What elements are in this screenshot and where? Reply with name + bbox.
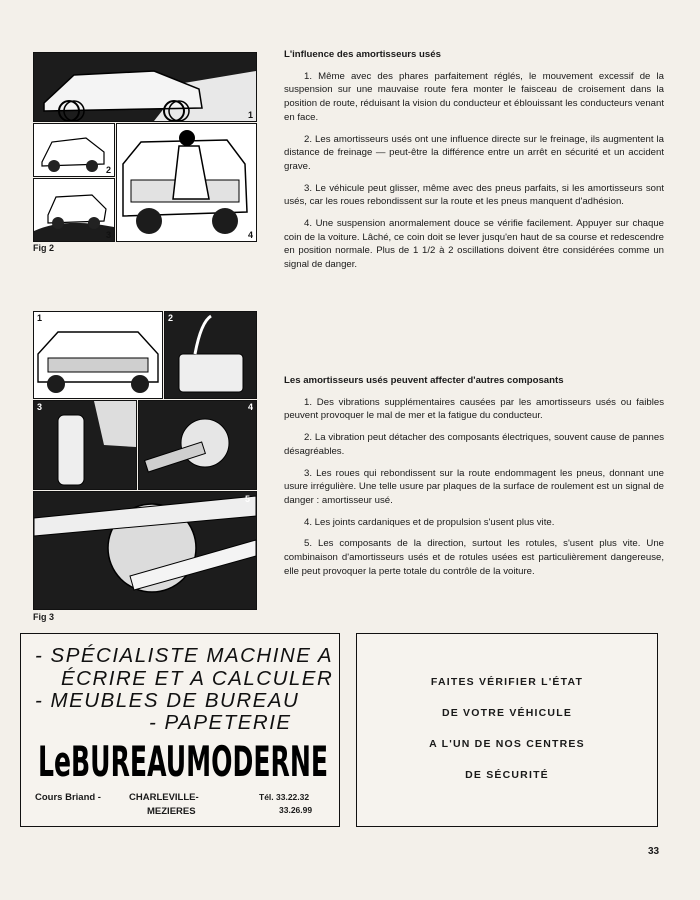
woman-pressing-car-illustration xyxy=(117,124,256,241)
paragraph: 2. Les amortisseurs usés ont une influence directe sur le freinage, ils augmentent la distance de freinage — peut-être la différence entre un arrêt en sécurité et un accident grave. xyxy=(284,133,664,172)
steering-linkage-illustration xyxy=(34,492,256,609)
panel-number: 2 xyxy=(168,313,174,323)
ad-line: DE VOTRE VÉHICULE xyxy=(441,707,573,719)
drive-joint-illustration xyxy=(139,401,256,489)
ad-line: - SPÉCIALISTE MACHINE A xyxy=(35,644,334,667)
advertisement-vehicle-check xyxy=(356,633,658,827)
car-headlights-illustration xyxy=(34,53,256,121)
article-section-1 xyxy=(284,48,664,280)
panel-number: 4 xyxy=(247,230,253,240)
fig3-panel-tire xyxy=(33,400,137,490)
fig2-panel-headlights xyxy=(33,52,257,122)
fig3-panel-steering xyxy=(33,491,257,610)
electrical-component-illustration xyxy=(165,312,256,398)
fig3-panel-joint xyxy=(138,400,257,490)
car-front-illustration xyxy=(34,312,162,398)
ad-line: DE SÉCURITÉ xyxy=(465,769,549,781)
panel-number: 1 xyxy=(37,313,43,323)
figure-caption: Fig 2 xyxy=(33,243,55,253)
worn-tire-illustration xyxy=(34,401,136,489)
phone-number: Tél. 33.22.32 xyxy=(259,792,310,802)
section-heading: Les amortisseurs usés peuvent affecter d'autres composants xyxy=(284,375,564,386)
section-heading: L'influence des amortisseurs usés xyxy=(284,49,441,60)
fig2-panel-braking xyxy=(33,123,115,177)
page-number: 33 xyxy=(648,846,660,857)
panel-number: 4 xyxy=(247,402,253,412)
fig2-panel-skid xyxy=(33,178,115,242)
figure-caption: Fig 3 xyxy=(33,612,55,622)
svg-text:LeBUREAUMODERNE: LeBUREAUMODERNE xyxy=(38,738,328,782)
ad-line: A L'UN DE NOS CENTRES xyxy=(429,738,585,750)
address-city: MEZIERES xyxy=(147,806,196,817)
paragraph: 4. Une suspension anormalement douce se vérifie facilement. Appuyer sur chaque coin de la voiture. Lâché, ce coin doit se lever jusqu'en haut de sa course et redescendre en position normale. Plus de 1 1/2 à 2 oscillations doivent être considérées comme un signal de danger. xyxy=(284,218,664,271)
panel-number: 3 xyxy=(37,402,43,412)
paragraph: 1. Même avec des phares parfaitement réglés, le mouvement excessif de la suspension sur une mauvaise route fera monter le faisceau de croisement dans la position de route, réduisant la vision du conducteur et éblouissant les conducteurs venant en face. xyxy=(284,70,664,123)
fig2-panel-suspension-test xyxy=(116,123,257,242)
ad-line: FAITES VÉRIFIER L'ÉTAT xyxy=(430,676,584,688)
panel-number: 2 xyxy=(105,165,111,175)
address-street: Cours Briand - xyxy=(35,792,101,803)
fig3-panel-electrical xyxy=(164,311,257,399)
address-city: CHARLEVILLE- xyxy=(129,792,199,803)
paragraph: 5. Les composants de la direction, surtout les rotules, s'usent plus vite. Une combinaison d'amortisseurs usés et de rotules usées est particulièrement dangereuse, elle peut provoquer la perte totale du contrôle de la voiture. xyxy=(284,538,664,577)
article-section-2 xyxy=(284,374,664,586)
ad-line: - PAPETERIE xyxy=(149,711,292,734)
ad-line: - MEUBLES DE BUREAU xyxy=(35,689,300,712)
paragraph: 1. Des vibrations supplémentaires causées par les amortisseurs usés ou faibles peuvent provoquer le mal de mer et la fatigue du conducteur. xyxy=(284,396,664,422)
paragraph: 3. Les roues qui rebondissent sur la route endommagent les pneus, donnant une usure irrégulière. Une telle usure par plaques de la surface de roulement est un signal de danger : amortisseur usé. xyxy=(284,467,664,506)
bureau-moderne-logo xyxy=(35,738,331,782)
skidding-car-illustration xyxy=(34,179,114,241)
paragraph: 2. La vibration peut détacher des composants électriques, souvent cause de pannes désagréables. xyxy=(284,432,664,457)
panel-number: 1 xyxy=(247,110,253,120)
paragraph: 3. Le véhicule peut glisser, même avec des pneus parfaits, si les amortisseurs sont usés, car les roues rebondissent sur la route et les pneus manquent d'adhésion. xyxy=(284,182,664,208)
ad-line: ÉCRIRE ET A CALCULER xyxy=(61,667,334,690)
fig3-panel-car-front xyxy=(33,311,163,399)
paragraph: 4. Les joints cardaniques et de propulsion s'usent plus vite. xyxy=(304,516,555,528)
braking-car-illustration xyxy=(34,124,114,176)
panel-number: 5 xyxy=(244,494,250,504)
panel-number: 3 xyxy=(105,230,111,240)
advertisement-bureau-moderne xyxy=(20,633,340,827)
phone-number: 33.26.99 xyxy=(279,805,313,815)
